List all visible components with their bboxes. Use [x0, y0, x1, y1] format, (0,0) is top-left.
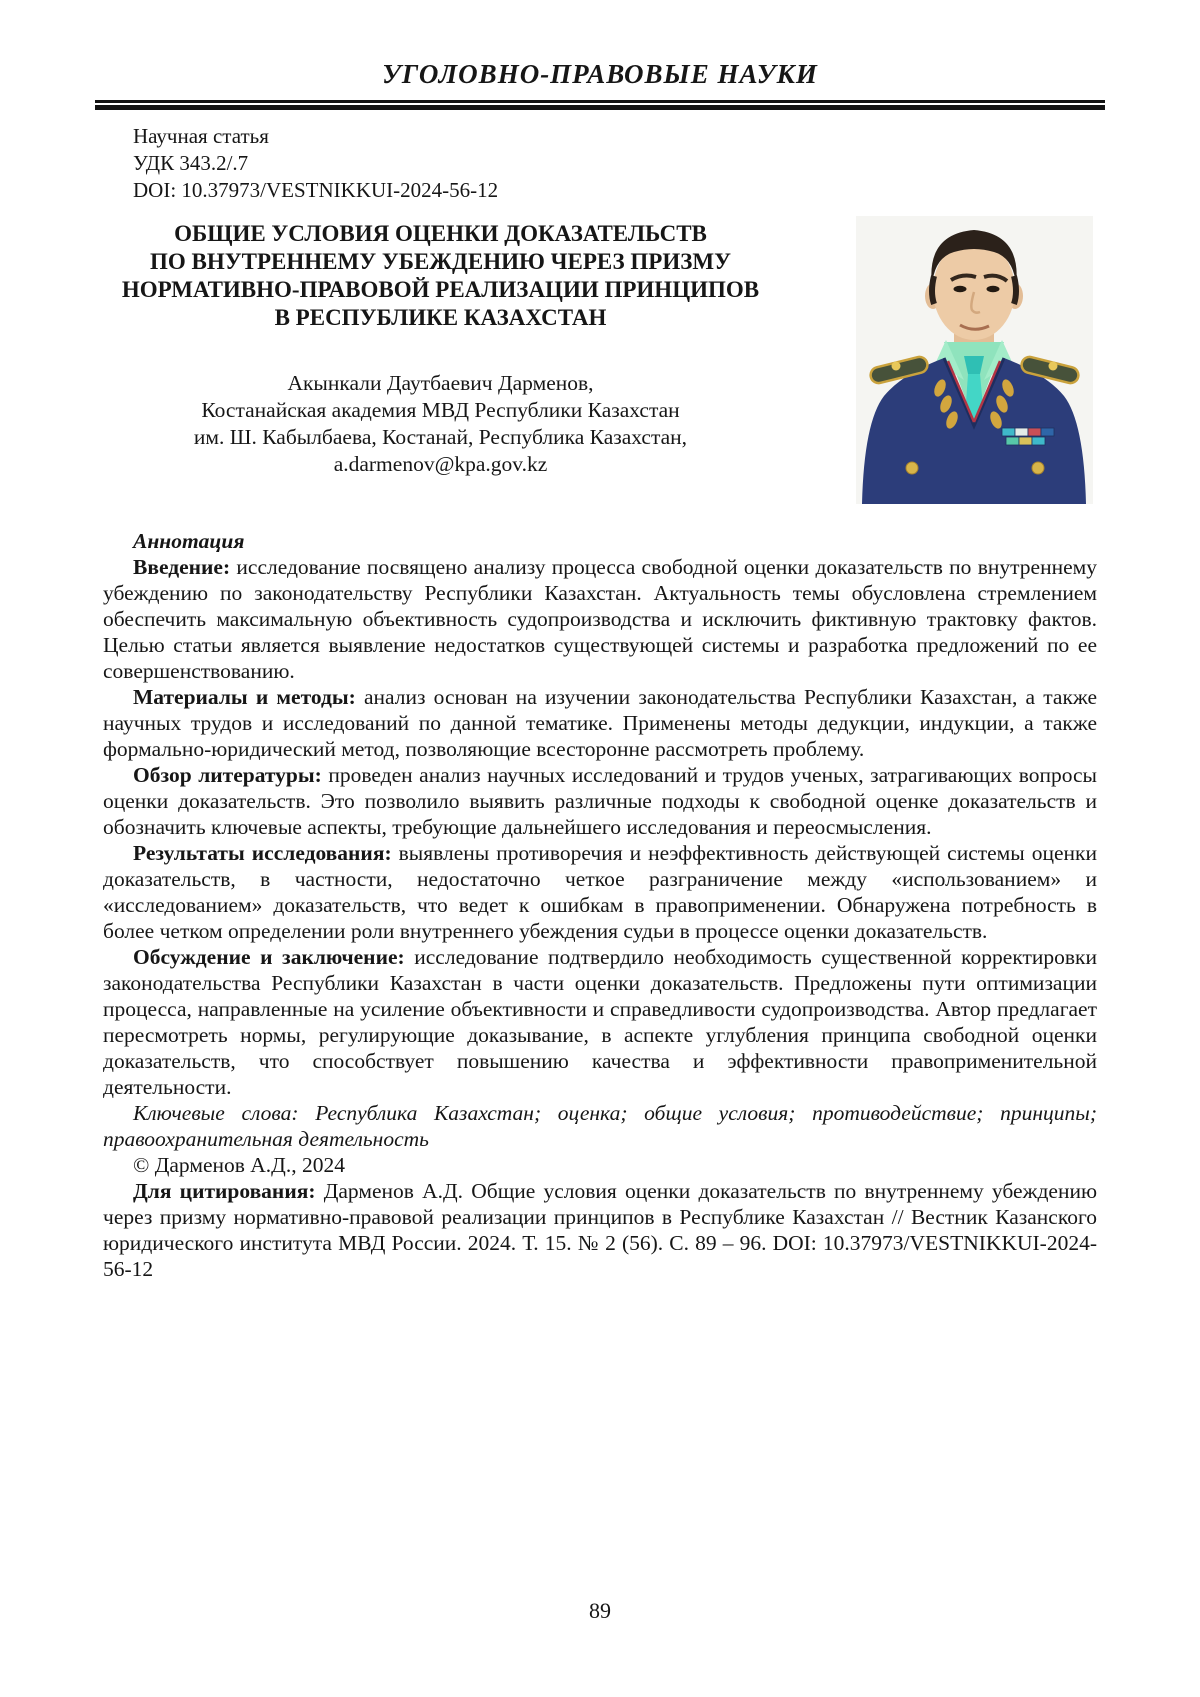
running-head [0, 0, 1200, 110]
paragraph-label: Материалы и методы: [133, 685, 356, 709]
section-heading: УГОЛОВНО-ПРАВОВЫЕ НАУКИ [382, 59, 818, 89]
keywords-line [103, 1100, 1097, 1152]
author-portrait-graphic [856, 216, 1093, 504]
paragraph-label: Обсуждение и заключение: [133, 945, 405, 969]
article-type-label: Научная статья [133, 124, 269, 148]
paragraph-label: Обзор литературы: [133, 763, 322, 787]
paragraph-label: Введение: [133, 555, 231, 579]
header-divider-rule [95, 100, 1105, 110]
udc-code: УДК 343.2/.7 [133, 151, 249, 175]
paragraph-text: исследование посвящено анализу процесса свободной оценки доказательств по внутреннему убеждению по законодательству Республики Казахстан. Актуальность темы обусловлена стремлением обеспечить максимальную объективность судопроизводства и исключить фиктивную трактовку фактов. Целью статьи является выявление недостатков существующей системы и разработка предложений по ее совершенствованию. [103, 555, 1097, 683]
article-meta [103, 123, 1097, 204]
author-photo [856, 216, 1093, 504]
title-column [103, 220, 778, 478]
paragraph-text: анализ основан на изучении законодательства Республики Казахстан, а также научных трудов и исследований по данной тематике. Применены методы дедукции, индукции, а также формально-юридический метод, позволяющие всесторонне рассмотреть проблему. [103, 685, 1098, 761]
keywords-text: Республика Казахстан; оценка; общие условия; противодействие; принципы; правоохранительная деятельность [103, 1101, 1098, 1151]
article-title-line-1: ОБЩИЕ УСЛОВИЯ ОЦЕНКИ ДОКАЗАТЕЛЬСТВ [174, 221, 707, 246]
citation-text: Дарменов А.Д. Общие условия оценки доказательств по внутреннему убеждению через призму нормативно-правовой реализации принципов в Республике Казахстан // Вестник Казанского юридического института МВД России. 2024. Т. 15. № 2 (56). С. 89 – 96. DOI: 10.37973/VESTNIKKUI-2024-56-12 [103, 1179, 1098, 1281]
paragraph-text: выявлены противоречия и неэффективность действующей системы оценки доказательств, в частности, недостаточно четкое разграничение между «использованием» и «исследованием» доказательств, что ведет к ошибкам в правоприменении. Обнаружена потребность в более четком определении роли внутреннего убеждения судьи в процессе оценки доказательств. [103, 841, 1098, 943]
abstract-heading: Аннотация [133, 529, 245, 553]
doi-code: DOI: 10.37973/VESTNIKKUI-2024-56-12 [133, 178, 499, 202]
author-email: a.darmenov@kpa.gov.kz [333, 452, 548, 476]
keywords-label: Ключевые слова: [133, 1101, 299, 1125]
article-title-line-4: В РЕСПУБЛИКЕ КАЗАХСТАН [274, 305, 607, 330]
paragraph-text: проведен анализ научных исследований и трудов ученых, затрагивающих вопросы оценки доказательств. Это позволило выявить различные подходы к свободной оценке доказательств и обозначить ключевые аспекты, требующие дальнейшего исследования и переосмысления. [103, 763, 1097, 839]
abstract-paragraph-materials-methods [103, 684, 1097, 762]
paragraph-label: Результаты исследования: [133, 841, 392, 865]
author-affiliation-line-2: им. Ш. Кабылбаева, Костанай, Республика Казахстан, [193, 425, 688, 449]
title-author-row [103, 220, 1097, 478]
abstract-paragraph-introduction [103, 554, 1097, 684]
author-name: Акынкали Даутбаевич Дарменов, [287, 371, 594, 395]
page-number: 89 [589, 1598, 611, 1623]
author-block [103, 370, 778, 478]
abstract-section [103, 528, 1097, 1282]
abstract-heading-line [103, 528, 1097, 554]
abstract-paragraph-literature-review [103, 762, 1097, 840]
article-title-line-2: ПО ВНУТРЕННЕМУ УБЕЖДЕНИЮ ЧЕРЕЗ ПРИЗМУ [150, 249, 731, 274]
abstract-paragraph-discussion-conclusion [103, 944, 1097, 1100]
author-affiliation-line-1: Костанайская академия МВД Республики Казахстан [201, 398, 680, 422]
citation-line [103, 1178, 1097, 1282]
paragraph-text: исследование подтвердило необходимость существенной корректировки законодательства Республики Казахстан в части оценки доказательств. Предложены пути оптимизации процесса, направленные на усиление объективности и справедливости судопроизводства. Автор предлагает пересмотреть нормы, регулирующие доказывание, в аспекте углубления принципа свободной оценки доказательств, что способствует повышению качества и эффективности правоприменительной деятельности. [103, 945, 1097, 1099]
abstract-paragraph-results [103, 840, 1097, 944]
article-title-line-3: НОРМАТИВНО-ПРАВОВОЙ РЕАЛИЗАЦИИ ПРИНЦИПОВ [121, 277, 760, 302]
article-title [103, 220, 778, 332]
citation-label: Для цитирования: [133, 1179, 316, 1203]
copyright-line: © Дарменов А.Д., 2024 [133, 1153, 345, 1177]
